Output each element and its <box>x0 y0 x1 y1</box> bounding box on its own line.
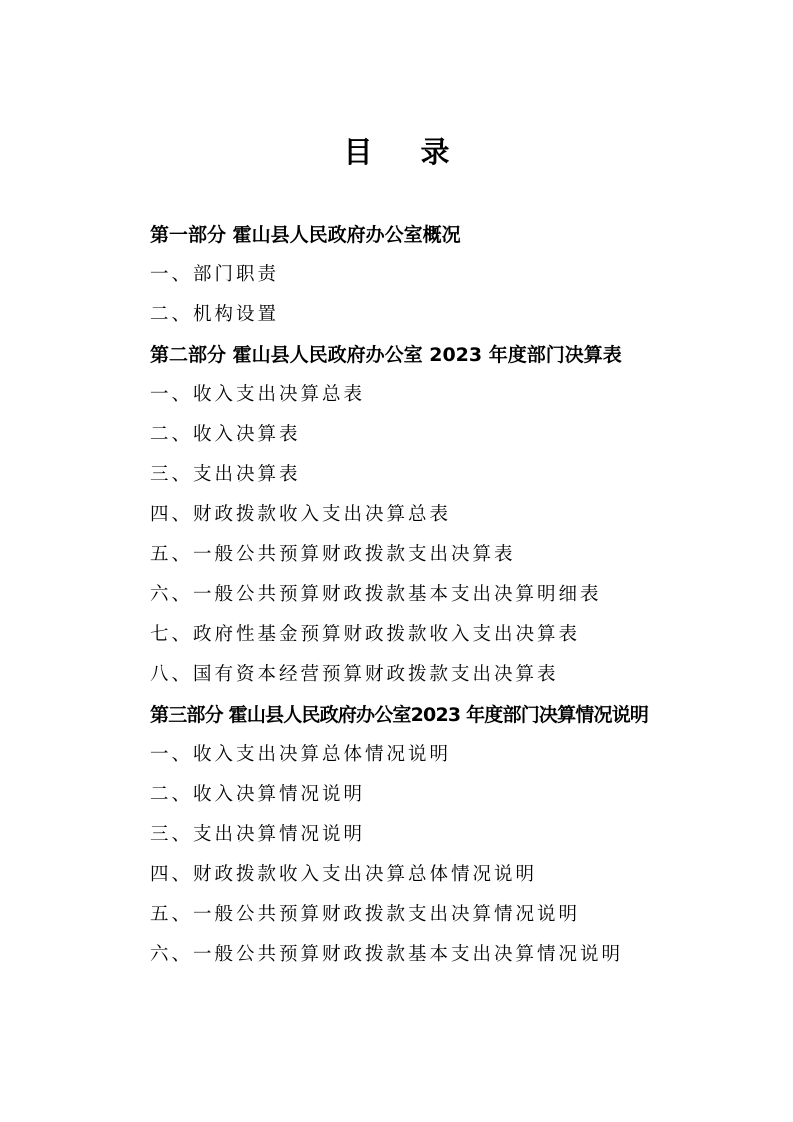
toc-item: 六、一般公共预算财政拨款基本支出决算明细表 <box>150 584 602 605</box>
toc-item: 三、支出决算情况说明 <box>150 824 366 845</box>
page-title <box>0 132 793 172</box>
toc-item: 四、财政拨款收入支出决算总体情况说明 <box>150 864 538 885</box>
toc-item: 二、收入决算情况说明 <box>150 784 366 805</box>
toc-part2-heading: 第二部分 霍山县人民政府办公室 2023 年度部门决算表 <box>150 344 622 366</box>
toc-item: 一、收入支出决算总体情况说明 <box>150 744 452 765</box>
toc-item: 八、国有资本经营预算财政拨款支出决算表 <box>150 664 559 685</box>
toc-part3-heading: 第三部分 霍山县人民政府办公室2023 年度部门决算情况说明 <box>150 704 649 726</box>
toc-item: 二、机构设置 <box>150 304 280 325</box>
toc-part1-heading: 第一部分 霍山县人民政府办公室概况 <box>150 224 461 246</box>
toc-item: 一、收入支出决算总表 <box>150 384 366 405</box>
toc-item: 二、收入决算表 <box>150 424 301 445</box>
toc-item: 五、一般公共预算财政拨款支出决算表 <box>150 544 516 565</box>
table-of-contents <box>150 215 750 975</box>
title-char: 录 <box>420 135 498 169</box>
toc-item: 六、一般公共预算财政拨款基本支出决算情况说明 <box>150 944 624 965</box>
toc-item: 一、部门职责 <box>150 264 280 285</box>
toc-item: 五、一般公共预算财政拨款支出决算情况说明 <box>150 904 581 925</box>
title-char: 目 <box>343 135 421 169</box>
toc-item: 七、政府性基金预算财政拨款收入支出决算表 <box>150 624 581 645</box>
toc-item: 四、财政拨款收入支出决算总表 <box>150 504 452 525</box>
toc-item: 三、支出决算表 <box>150 464 301 485</box>
